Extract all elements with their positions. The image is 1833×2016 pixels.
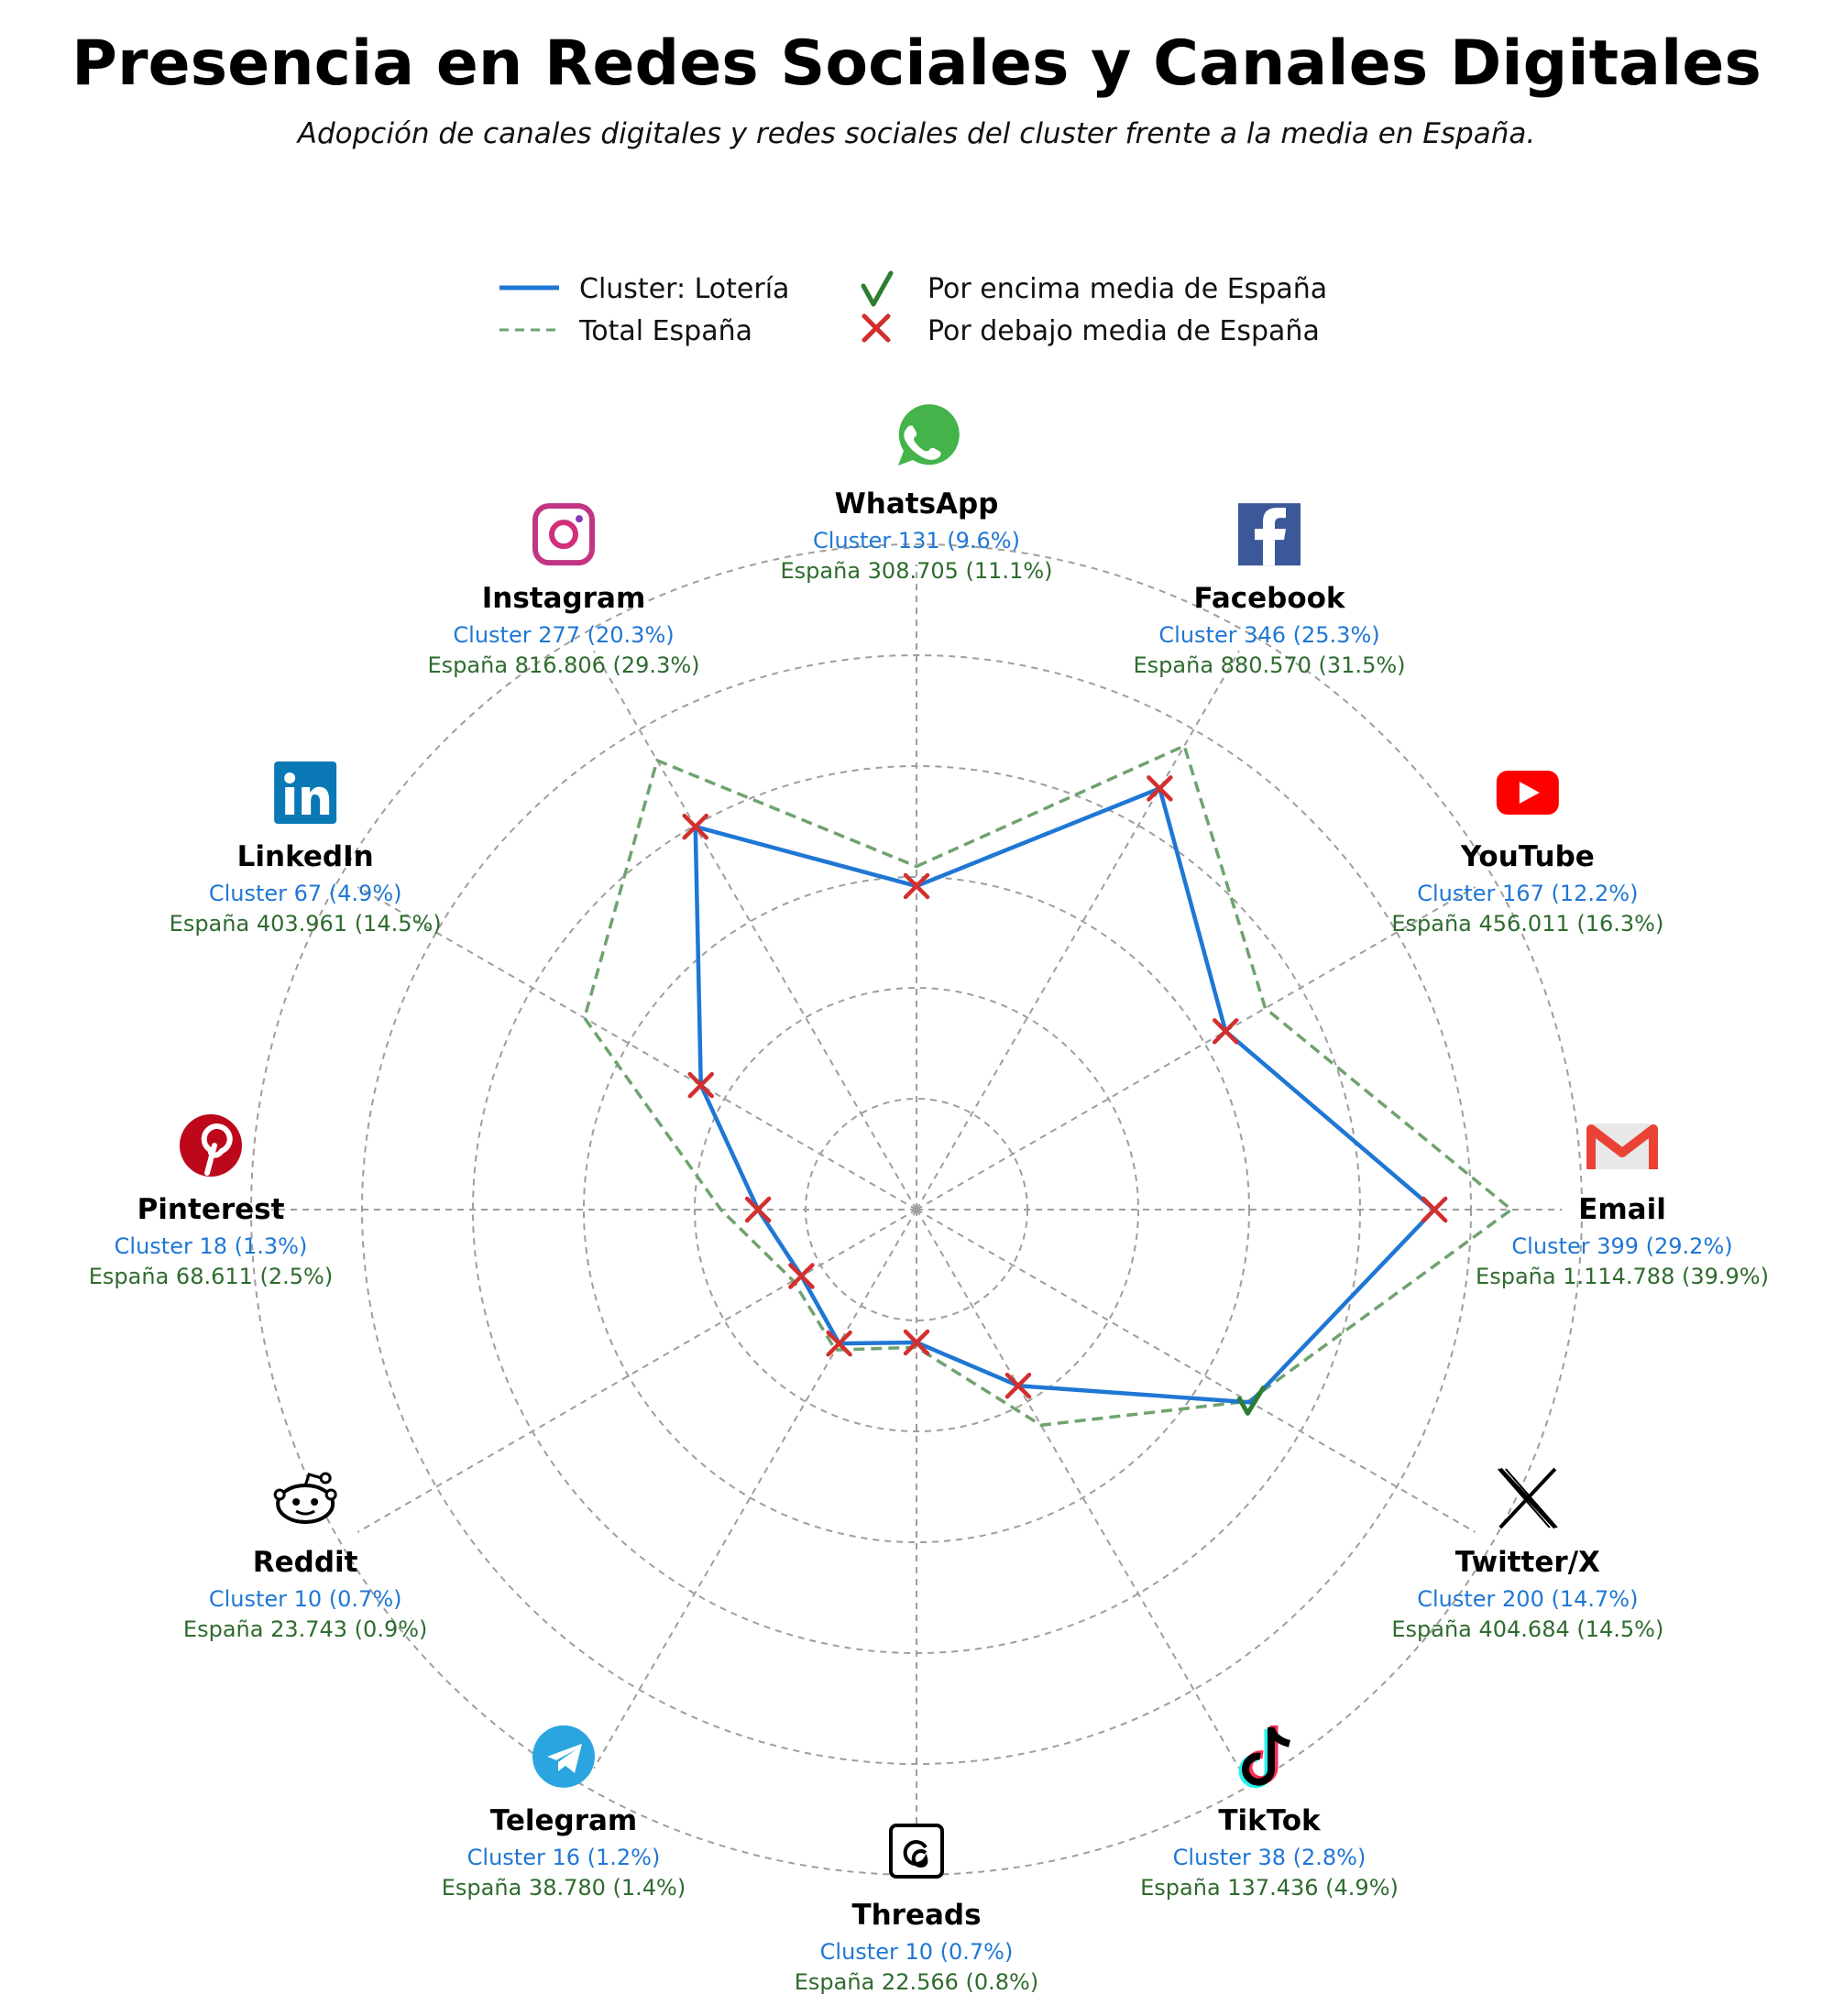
axis-label-group-reddit: [183, 1474, 427, 1642]
reddit-icon: [275, 1474, 335, 1522]
axis-name: Twitter/X: [1454, 1546, 1600, 1579]
axis-spain-value: España 308.705 (11.1%): [780, 558, 1053, 584]
axis-cluster-value: Cluster 200 (14.7%): [1417, 1586, 1639, 1612]
threads-icon: [891, 1825, 942, 1877]
axis-spain-value: España 22.566 (0.8%): [794, 1969, 1039, 1995]
axis-label-group-telegram: [442, 1726, 686, 1901]
axis-name: TikTok: [1218, 1803, 1321, 1837]
axis-cluster-value: Cluster 167 (12.2%): [1417, 881, 1639, 906]
point-below-9: [747, 1199, 769, 1221]
axis-name: Pinterest: [137, 1193, 285, 1226]
axis-name: Email: [1578, 1193, 1666, 1226]
axis-spain-value: España 880.570 (31.5%): [1133, 652, 1406, 679]
axis-label-group-whatsapp: [781, 404, 1053, 584]
grid-spoke: [916, 1210, 1239, 1769]
axis-spain-value: España 1.114.788 (39.9%): [1476, 1264, 1769, 1289]
series-line-spain: [585, 746, 1511, 1425]
point-below-8: [790, 1265, 812, 1287]
axis-name: YouTube: [1460, 840, 1595, 873]
whatsapp-icon: [898, 404, 960, 466]
axis-name: Telegram: [489, 1803, 638, 1837]
legend-above-label: Por encima media de España: [927, 273, 1328, 305]
axis-spain-value: España 38.780 (1.4%): [441, 1874, 686, 1901]
axis-name: Facebook: [1193, 582, 1345, 616]
pinterest-icon: [180, 1114, 242, 1177]
radar-grid: [251, 544, 1582, 1875]
axis-cluster-value: Cluster 346 (25.3%): [1158, 622, 1380, 649]
axis-spain-value: España 456.011 (16.3%): [1391, 911, 1664, 937]
axis-name: Threads: [851, 1899, 982, 1932]
radar-series: [585, 746, 1511, 1425]
axis-label-group-email: [1476, 1123, 1769, 1289]
telegram-icon: [532, 1726, 595, 1788]
axis-cluster-value: Cluster 277 (20.3%): [453, 622, 675, 649]
axis-spain-value: España 404.684 (14.5%): [1391, 1616, 1664, 1642]
grid-spoke: [916, 651, 1239, 1210]
tiktok-icon: [1243, 1726, 1290, 1784]
axis-cluster-value: Cluster 399 (29.2%): [1511, 1233, 1733, 1259]
axis-cluster-value: Cluster 10 (0.7%): [208, 1586, 402, 1612]
axis-name: Reddit: [252, 1546, 358, 1579]
axis-cluster-value: Cluster 38 (2.8%): [1172, 1844, 1367, 1870]
facebook-icon: [1238, 503, 1301, 565]
axis-cluster-value: Cluster 10 (0.7%): [819, 1939, 1014, 1965]
axis-spain-value: España 68.611 (2.5%): [88, 1264, 334, 1289]
axis-label-group-threads: [795, 1825, 1038, 1995]
instagram-icon: [535, 506, 592, 563]
axis-name: WhatsApp: [834, 488, 999, 520]
grid-spoke: [916, 1210, 1476, 1532]
series-line-cluster: [696, 788, 1434, 1402]
legend: [499, 273, 1327, 347]
axis-spain-value: España 137.436 (4.9%): [1140, 1874, 1399, 1901]
axis-label-group-pinterest: [89, 1114, 333, 1289]
axis-name: Instagram: [481, 582, 646, 616]
axis-cluster-value: Cluster 131 (9.6%): [813, 528, 1020, 553]
axis-name: LinkedIn: [236, 840, 374, 873]
x-icon: [1498, 1469, 1557, 1528]
grid-spoke: [594, 1210, 916, 1769]
legend-below-label: Por debajo media de España: [927, 315, 1320, 347]
legend-cluster-label: Cluster: Lotería: [579, 273, 790, 305]
axis-label-group-twitterx: [1391, 1469, 1663, 1642]
youtube-icon: [1497, 771, 1559, 815]
page-title: Presencia en Redes Sociales y Canales Digitales: [71, 27, 1762, 100]
linkedin-icon: [274, 761, 336, 824]
grid-spoke: [357, 887, 916, 1210]
check-icon: [863, 273, 891, 304]
axis-cluster-value: Cluster 67 (4.9%): [208, 881, 402, 906]
axis-spain-value: España 23.743 (0.9%): [182, 1616, 428, 1642]
legend-spain-label: Total España: [579, 315, 753, 347]
axis-spain-value: España 816.806 (29.3%): [427, 652, 700, 679]
cross-icon: [864, 316, 888, 340]
axis-label-group-linkedin: [170, 761, 442, 937]
page-subtitle: Adopción de canales digitales y redes sociales del cluster frente a la media en España.: [297, 117, 1536, 150]
axis-label-group-facebook: [1134, 503, 1406, 678]
gmail-icon: [1591, 1123, 1653, 1169]
axis-spain-value: España 403.961 (14.5%): [169, 911, 442, 937]
grid-spoke: [594, 651, 916, 1210]
axis-cluster-value: Cluster 18 (1.3%): [114, 1233, 308, 1259]
axis-labels: [89, 404, 1769, 1995]
axis-cluster-value: Cluster 16 (1.2%): [466, 1844, 661, 1870]
axis-label-group-youtube: [1391, 771, 1663, 937]
axis-label-group-tiktok: [1140, 1726, 1399, 1901]
grid-spoke: [357, 1210, 916, 1532]
axis-label-group-instagram: [428, 506, 700, 678]
